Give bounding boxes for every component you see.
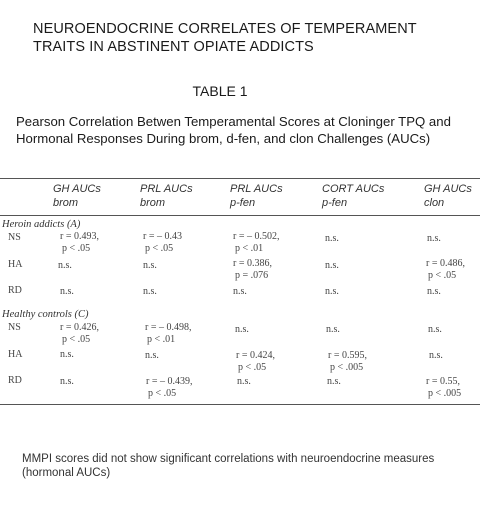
column-header-gh-clon: GH AUCs clon	[424, 183, 472, 209]
cell-a-ns-prl-pfen: r = – 0.502, p < .01	[233, 231, 280, 254]
cell-c-ha-gh-clon: n.s.	[429, 350, 443, 361]
cell-c-rd-prl-brom: r = – 0.439, p < .05	[146, 376, 193, 399]
cell-a-ha-prl-brom: n.s.	[143, 260, 157, 271]
cell-a-ns-gh-clon: n.s.	[427, 233, 441, 244]
row-label-a-ns: NS	[8, 232, 21, 243]
cell-a-rd-cort-pfen: n.s.	[325, 286, 339, 297]
cell-c-ha-prl-pfen: r = 0.424, p < .05	[236, 350, 275, 373]
title-line-1: NEUROENDOCRINE CORRELATES OF TEMPERAMENT	[33, 21, 417, 37]
cell-c-ha-gh-brom: n.s.	[60, 349, 74, 360]
row-label-c-ha: HA	[8, 349, 23, 360]
table-top-rule	[0, 178, 480, 179]
cell-c-ns-gh-brom: r = 0.426, p < .05	[60, 322, 99, 345]
cell-c-ns-prl-pfen: n.s.	[235, 324, 249, 335]
cell-c-rd-gh-brom: n.s.	[60, 376, 74, 387]
cell-c-rd-gh-clon: r = 0.55, p < .005	[426, 376, 462, 399]
row-label-c-rd: RD	[8, 375, 22, 386]
footnote-line-2: (hormonal AUCs)	[22, 467, 111, 479]
document-title	[33, 20, 453, 56]
table-header-rule	[0, 215, 480, 216]
cell-a-ns-cort-pfen: n.s.	[325, 233, 339, 244]
group-label-heroin-addicts: Heroin addicts (A)	[2, 219, 81, 230]
cell-c-ha-prl-brom: n.s.	[145, 350, 159, 361]
title-line-2: TRAITS IN ABSTINENT OPIATE ADDICTS	[33, 39, 314, 55]
cell-c-ns-gh-clon: n.s.	[428, 324, 442, 335]
row-label-a-ha: HA	[8, 259, 23, 270]
table-bottom-rule	[0, 404, 480, 405]
caption-line-1: Pearson Correlation Betwen Temperamental Scores at Cloninger TPQ and	[16, 114, 451, 129]
column-header-gh-brom: GH AUCs brom	[53, 183, 101, 209]
cell-c-rd-cort-pfen: n.s.	[327, 376, 341, 387]
column-header-prl-brom: PRL AUCs brom	[140, 183, 193, 209]
cell-c-ns-prl-brom: r = – 0.498, p < .01	[145, 322, 192, 345]
cell-a-ha-gh-clon: r = 0.486, p < .05	[426, 258, 465, 281]
table-label: TABLE 1	[192, 83, 248, 99]
row-label-c-ns: NS	[8, 322, 21, 333]
cell-a-ha-prl-pfen: r = 0.386, p = .076	[233, 258, 272, 281]
cell-c-rd-prl-pfen: n.s.	[237, 376, 251, 387]
footnote	[22, 452, 462, 480]
cell-a-ha-gh-brom: n.s.	[58, 260, 72, 271]
cell-a-ns-gh-brom: r = 0.493, p < .05	[60, 231, 99, 254]
cell-a-rd-prl-brom: n.s.	[143, 286, 157, 297]
cell-a-rd-gh-clon: n.s.	[427, 286, 441, 297]
caption-line-2: Hormonal Responses During brom, d-fen, and clon Challenges (AUCs)	[16, 131, 431, 146]
column-header-prl-pfen: PRL AUCs p-fen	[230, 183, 283, 209]
table-caption	[16, 113, 471, 147]
group-label-healthy-controls: Healthy controls (C)	[2, 309, 89, 320]
cell-a-rd-gh-brom: n.s.	[60, 286, 74, 297]
cell-c-ha-cort-pfen: r = 0.595, p < .005	[328, 350, 367, 373]
cell-a-rd-prl-pfen: n.s.	[233, 286, 247, 297]
footnote-line-1: MMPI scores did not show significant correlations with neuroendocrine measures	[22, 453, 435, 465]
column-header-cort-pfen: CORT AUCs p-fen	[322, 183, 385, 209]
cell-a-ns-prl-brom: r = – 0.43 p < .05	[143, 231, 182, 254]
row-label-a-rd: RD	[8, 285, 22, 296]
cell-c-ns-cort-pfen: n.s.	[326, 324, 340, 335]
cell-a-ha-cort-pfen: n.s.	[325, 260, 339, 271]
